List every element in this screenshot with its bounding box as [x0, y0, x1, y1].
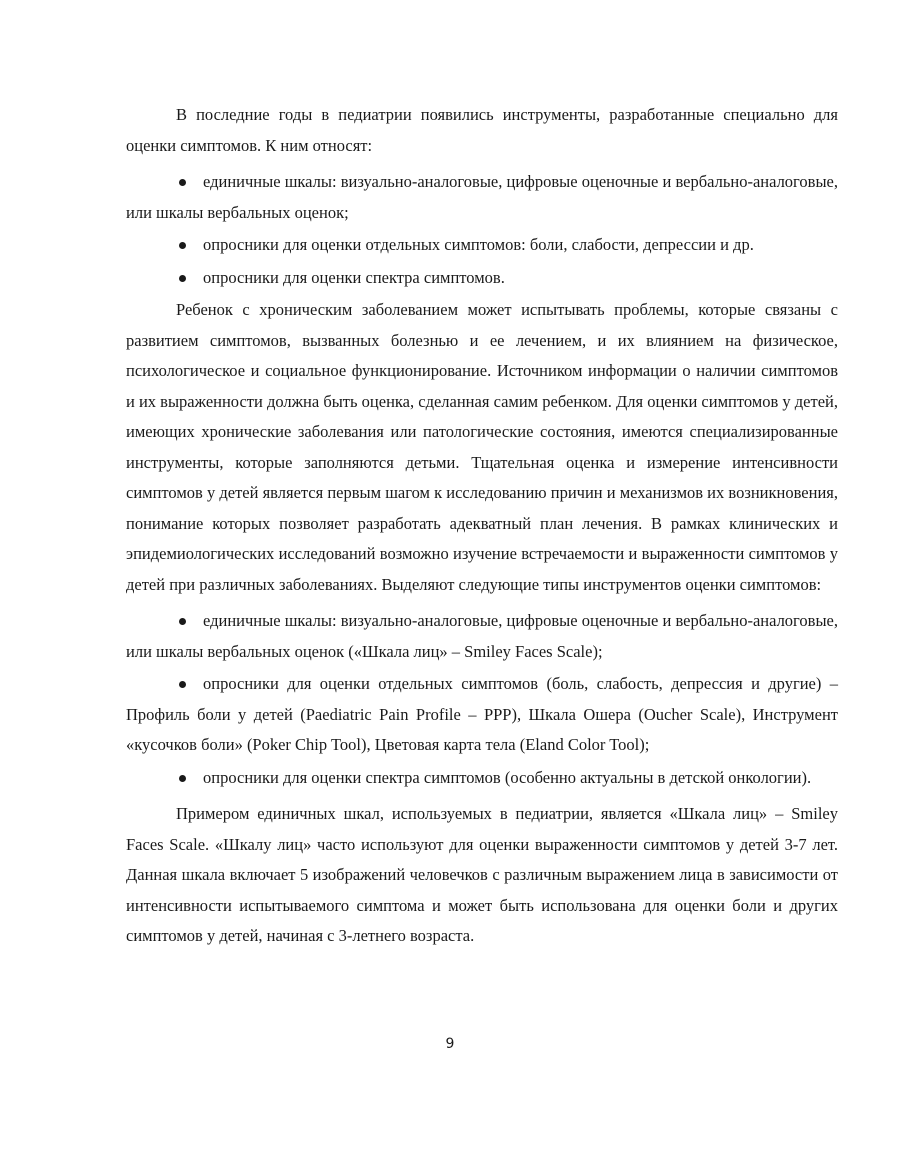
bullet-icon: [179, 618, 186, 625]
list-item: [126, 763, 838, 794]
list-item-text: опросники для оценки отдельных симптомов: боли, слабости, депрессии и др.: [203, 235, 754, 254]
list-item-text: опросники для оценки спектра симптомов (особенно актуальны в детской онкологии).: [203, 767, 812, 787]
list-item: [126, 606, 838, 667]
list-item: [126, 669, 838, 761]
list-item-text: опросники для оценки отдельных симптомов (боль, слабость, депрессия и другие) – Профиль боли у детей (Paediatric Pain Profile – PPP), Шкала Ошера (Oucher Scale), Инструмент «кусочков боли» (Poker Chip Tool), Цветовая карта тела (Eland Color Tool);: [126, 674, 838, 754]
list-item-text: опросники для оценки спектра симптомов.: [203, 267, 505, 287]
intro-paragraph: В последние годы в педиатрии появились инструменты, разработанные специально для оценки симптомов. К ним относят:: [126, 105, 838, 155]
closing-paragraph: Примером единичных шкал, используемых в педиатрии, является «Шкала лиц» – Smiley Faces Scale. «Шкалу лиц» часто используют для оценки выраженности симптомов у детей 3-7 лет. Данная шкала включает 5 изображений человечков с различным выражением лица в зависимости от интенсивности испытываемого симптома и может быть использована для оценки боли и других симптомов у детей, начиная с 3-летнего возраста.: [126, 804, 838, 945]
bullet-icon: [179, 681, 186, 688]
page-number: 9: [445, 1036, 455, 1052]
list-item: [126, 167, 838, 228]
instrument-types-list: [126, 606, 838, 793]
bullet-icon: [179, 242, 186, 249]
bullet-icon: [179, 775, 186, 782]
list-item-text: единичные шкалы: визуально-аналоговые, цифровые оценочные и вербально-аналоговые, или шкалы вербальных оценок («Шкала лиц» – Smiley Faces Scale);: [126, 611, 838, 661]
list-item: [126, 263, 838, 294]
list-item: [126, 230, 838, 261]
bullet-icon: [179, 179, 186, 186]
list-item-text: единичные шкалы: визуально-аналоговые, цифровые оценочные и вербально-аналоговые, или шкалы вербальных оценок;: [126, 172, 838, 222]
main-paragraph: Ребенок с хроническим заболеванием может испытывать проблемы, которые связаны с развитием симптомов, вызванных болезнью и ее лечением, и их влиянием на физическое, психологическое и социальное функционирование. Источником информации о наличии симптомов и их выраженности должна быть оценка, сделанная самим ребенком. Для оценки симптомов у детей, имеющих хронические заболевания или патологические состояния, имеются специализированные инструменты, которые заполняются детьми. Тщательная оценка и измерение интенсивности симптомов у детей является первым шагом к исследованию причин и механизмов их возникновения, понимание которых позволяет разработать адекватный план лечения. В рамках клинических и эпидемиологических исследований возможно изучение встречаемости и выраженности симптомов у детей при различных заболеваниях. Выделяют следующие типы инструментов оценки симптомов:: [126, 300, 838, 594]
intro-bullet-list: [126, 167, 838, 293]
document-page: [126, 100, 838, 952]
bullet-icon: [179, 275, 186, 282]
